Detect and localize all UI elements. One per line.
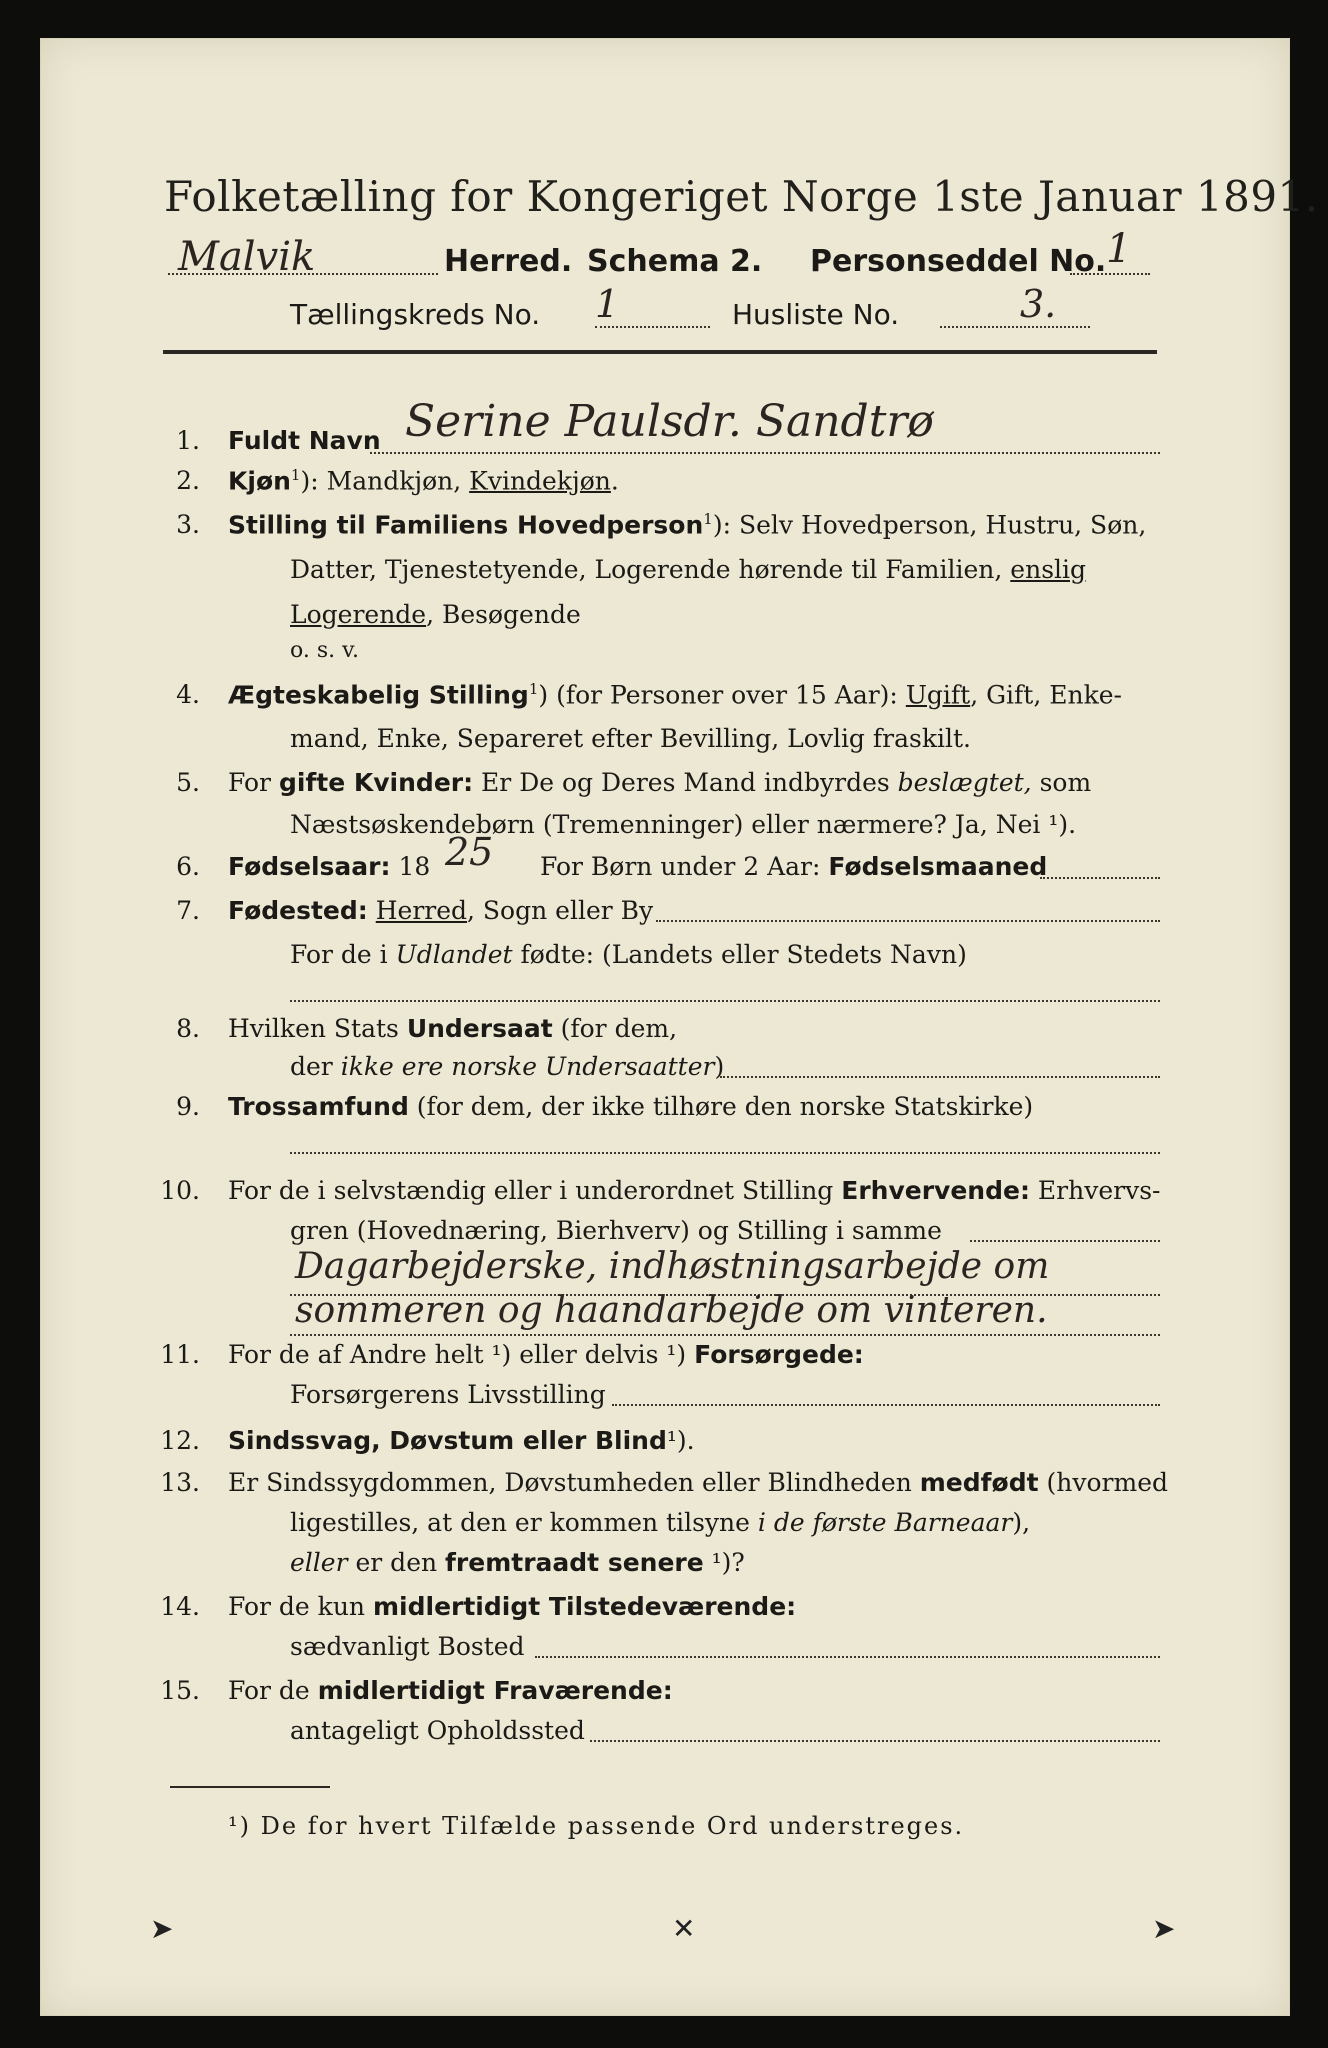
q7-line2-a: For de i — [290, 940, 396, 969]
q2-sup: 1 — [290, 466, 301, 484]
q11-dotted-line — [612, 1404, 1160, 1406]
registration-mark-center: ✕ — [672, 1912, 696, 1945]
q5-line1 — [228, 768, 1091, 797]
kreds-value: 1 — [595, 282, 620, 326]
q7-line2-b: fødte: (Landets eller Stedets Navn) — [512, 940, 967, 969]
q7-text: , Sogn eller By — [467, 896, 654, 925]
q3-line4: o. s. v. — [290, 638, 359, 663]
q13-number: 13. — [160, 1468, 200, 1497]
q8-number: 8. — [176, 1014, 200, 1043]
q4-underlined-ugift: Ugift — [905, 680, 971, 710]
q3-line1 — [228, 510, 1146, 539]
q8-line1 — [228, 1014, 677, 1043]
q7-label: Fødested: — [228, 896, 368, 925]
q9-answer-dotted-line — [290, 1152, 1160, 1154]
q15-line1-a: For de — [228, 1676, 318, 1705]
q6-line-b — [540, 852, 1047, 881]
q2-text-a: ): Mandkjøn, — [300, 466, 470, 496]
footnote: ¹) De for hvert Tilfælde passende Ord understreges. — [228, 1812, 965, 1840]
kreds-label: Tællingskreds No. — [290, 298, 541, 331]
q6-text: For Børn under 2 Aar: — [540, 852, 829, 881]
q7-line1 — [228, 896, 653, 925]
q11-number: 11. — [160, 1340, 200, 1369]
q10-line1-a: For de i selvstændig eller i underordnet Stilling — [228, 1176, 842, 1205]
q5-line1-italic: beslægtet, — [897, 768, 1032, 797]
q13-line2 — [290, 1508, 1030, 1537]
q8-line2 — [290, 1052, 724, 1081]
husliste-dotted-line — [940, 326, 1090, 328]
q3-line3 — [290, 600, 581, 629]
q5-line1-c: som — [1031, 768, 1092, 797]
registration-mark-right: ➤ — [1152, 1912, 1176, 1945]
q11-label: Forsørgede: — [694, 1340, 864, 1369]
q13-line3-a: er den — [347, 1548, 446, 1577]
q8-line2-b: ) — [714, 1052, 725, 1081]
q14-dotted-line — [535, 1656, 1160, 1658]
q13-line2-a: ligestilles, at den er kommen tilsyne — [290, 1508, 758, 1537]
header-rule — [163, 350, 1157, 354]
q5-label: gifte Kvinder: — [278, 768, 474, 797]
q13-line2-b: ), — [1012, 1508, 1031, 1537]
q7-answer-dotted-line — [290, 1000, 1160, 1002]
q5-number: 5. — [176, 768, 200, 797]
q15-line2: antageligt Opholdssted — [290, 1716, 585, 1745]
q11-line2: Forsørgerens Livsstilling — [290, 1380, 606, 1409]
q13-line3 — [290, 1548, 745, 1577]
q9-label: Trossamfund — [228, 1092, 409, 1121]
q12-number: 12. — [160, 1426, 200, 1455]
husliste-value: 3. — [1020, 282, 1057, 326]
q13-line3-italic: eller — [290, 1548, 348, 1577]
q3-underlined-enslig: enslig — [1010, 555, 1087, 584]
q13-line1-a: Er Sindssygdommen, Døvstumheden eller Blindheden — [228, 1468, 920, 1497]
q14-line1 — [228, 1592, 796, 1621]
q8-label: Undersaat — [406, 1014, 553, 1043]
q2-label: Kjøn — [228, 466, 291, 496]
form-title: Folketælling for Kongeriget Norge 1ste Januar 1891. — [164, 172, 1319, 221]
herred-dotted-line — [168, 273, 438, 275]
q1-dotted-line — [370, 452, 1160, 454]
q10-dotted-line — [970, 1240, 1160, 1242]
q4-label: Ægteskabelig Stilling — [228, 680, 529, 710]
q14-line1-a: For de kun — [228, 1592, 373, 1621]
kreds-dotted-line — [595, 326, 710, 328]
q3-line2-text: Datter, Tjenestetyende, Logerende hørende til Familien, — [290, 555, 1011, 584]
q8-line2-italic: ikke ere norske Undersaatter — [340, 1052, 715, 1081]
registration-mark-left: ➤ — [150, 1912, 174, 1945]
q7-underlined-herred: Herred — [375, 896, 468, 925]
q3-sup: 1 — [703, 510, 713, 528]
q3-line2 — [290, 555, 1086, 584]
personseddel-value: 1 — [1106, 226, 1132, 272]
q9-number: 9. — [176, 1092, 200, 1121]
q10-answer-line2: sommeren og haandarbejde om vinteren. — [295, 1290, 1048, 1331]
q4-line2: mand, Enke, Separeret efter Bevilling, Lovlig fraskilt. — [290, 724, 971, 753]
q2-underlined-option: Kvindekjøn — [469, 466, 611, 496]
q15-label: midlertidigt Fraværende: — [317, 1676, 673, 1705]
q15-line1 — [228, 1676, 673, 1705]
q10-line1-b: Erhvervs- — [1029, 1176, 1161, 1205]
q10-answer-dotted-line2 — [290, 1334, 1160, 1336]
q13-line1 — [228, 1468, 1168, 1497]
q6-label2: Fødselsmaaned — [828, 852, 1048, 881]
q7-number: 7. — [176, 896, 200, 925]
q6-year-prefix: 18 — [390, 852, 431, 881]
q13-line3-bold: fremtraadt senere — [445, 1548, 704, 1577]
q14-number: 14. — [160, 1592, 200, 1621]
q2-number: 2. — [176, 466, 200, 495]
q2-text-b: . — [610, 466, 619, 496]
q6-answer-year: 25 — [445, 830, 494, 874]
q3-label: Stilling til Familiens Hovedperson — [228, 510, 704, 540]
q8-line2-a: der — [290, 1052, 341, 1081]
q4-line1-text-b: , Gift, Enke- — [970, 680, 1122, 710]
q14-label: midlertidigt Tilstedeværende: — [372, 1592, 797, 1621]
q6-line — [228, 852, 430, 881]
q8-dotted-line — [720, 1076, 1160, 1078]
q14-line2: sædvanligt Bosted — [290, 1632, 525, 1661]
q12-line — [228, 1426, 695, 1455]
q5-line1-a: For — [228, 768, 279, 797]
q8-line1-b: (for dem, — [552, 1014, 678, 1043]
q11-line1 — [228, 1340, 864, 1369]
personseddel-label: Personseddel No. — [810, 244, 1107, 279]
footnote-rule — [170, 1786, 330, 1788]
q11-line1-a: For de af Andre helt ¹) eller delvis ¹) — [228, 1340, 695, 1369]
q10-label: Erhvervende: — [841, 1176, 1030, 1205]
q15-number: 15. — [160, 1676, 200, 1705]
q4-sup: 1 — [528, 680, 539, 698]
q7-dotted-line — [656, 920, 1160, 922]
q8-line1-a: Hvilken Stats — [228, 1014, 407, 1043]
q5-line2: Næstsøskendebørn (Tremenninger) eller nærmere? Ja, Nei ¹). — [290, 810, 1077, 839]
q7-line2-italic: Udlandet — [395, 940, 513, 969]
q10-line1 — [228, 1176, 1160, 1205]
q3-underlined-logerende: Logerende — [290, 600, 427, 629]
q15-dotted-line — [590, 1740, 1160, 1742]
herred-label: Herred. — [444, 244, 573, 279]
q3-number: 3. — [176, 510, 200, 539]
q3-line1-text: ): Selv Hovedperson, Hustru, Søn, — [712, 510, 1147, 540]
personseddel-dotted-line — [1070, 273, 1150, 275]
q3-line3-text: , Besøgende — [426, 600, 581, 629]
q7-line2 — [290, 940, 967, 969]
q9-text: (for dem, der ikke tilhøre den norske Statskirke) — [408, 1092, 1034, 1121]
q1-label: Fuldt Navn — [228, 426, 381, 455]
husliste-label: Husliste No. — [732, 298, 900, 331]
q1-answer-name: Serine Paulsdr. Sandtrø — [405, 396, 934, 447]
q6-dotted-line — [1040, 877, 1160, 879]
q5-line1-b: Er De og Deres Mand indbyrdes — [473, 768, 898, 797]
schema-label: Schema 2. — [587, 244, 763, 279]
q12-tail: ¹). — [666, 1426, 695, 1455]
q13-label: medfødt — [919, 1468, 1039, 1497]
q4-number: 4. — [176, 680, 200, 709]
q1-number: 1. — [176, 426, 200, 455]
q10-answer-line1: Dagarbejderske, indhøstningsarbejde om — [295, 1246, 1050, 1287]
herred-value: Malvik — [178, 234, 316, 280]
q4-line1-text-a: ) (for Personer over 15 Aar): — [538, 680, 906, 710]
q6-number: 6. — [176, 852, 200, 881]
q4-line1 — [228, 680, 1122, 709]
q13-line1-b: (hvormed — [1038, 1468, 1168, 1497]
q13-line3-b: ¹)? — [703, 1548, 745, 1577]
q10-number: 10. — [160, 1176, 200, 1205]
q6-label: Fødselsaar: — [228, 852, 391, 881]
q9-line — [228, 1092, 1033, 1121]
q12-label: Sindssvag, Døvstum eller Blind — [228, 1426, 667, 1455]
q10-line2: gren (Hovednæring, Bierhverv) og Stilling i samme — [290, 1216, 942, 1245]
q2-line — [228, 466, 619, 495]
q13-line2-italic: i de første Barneaar — [757, 1508, 1013, 1537]
